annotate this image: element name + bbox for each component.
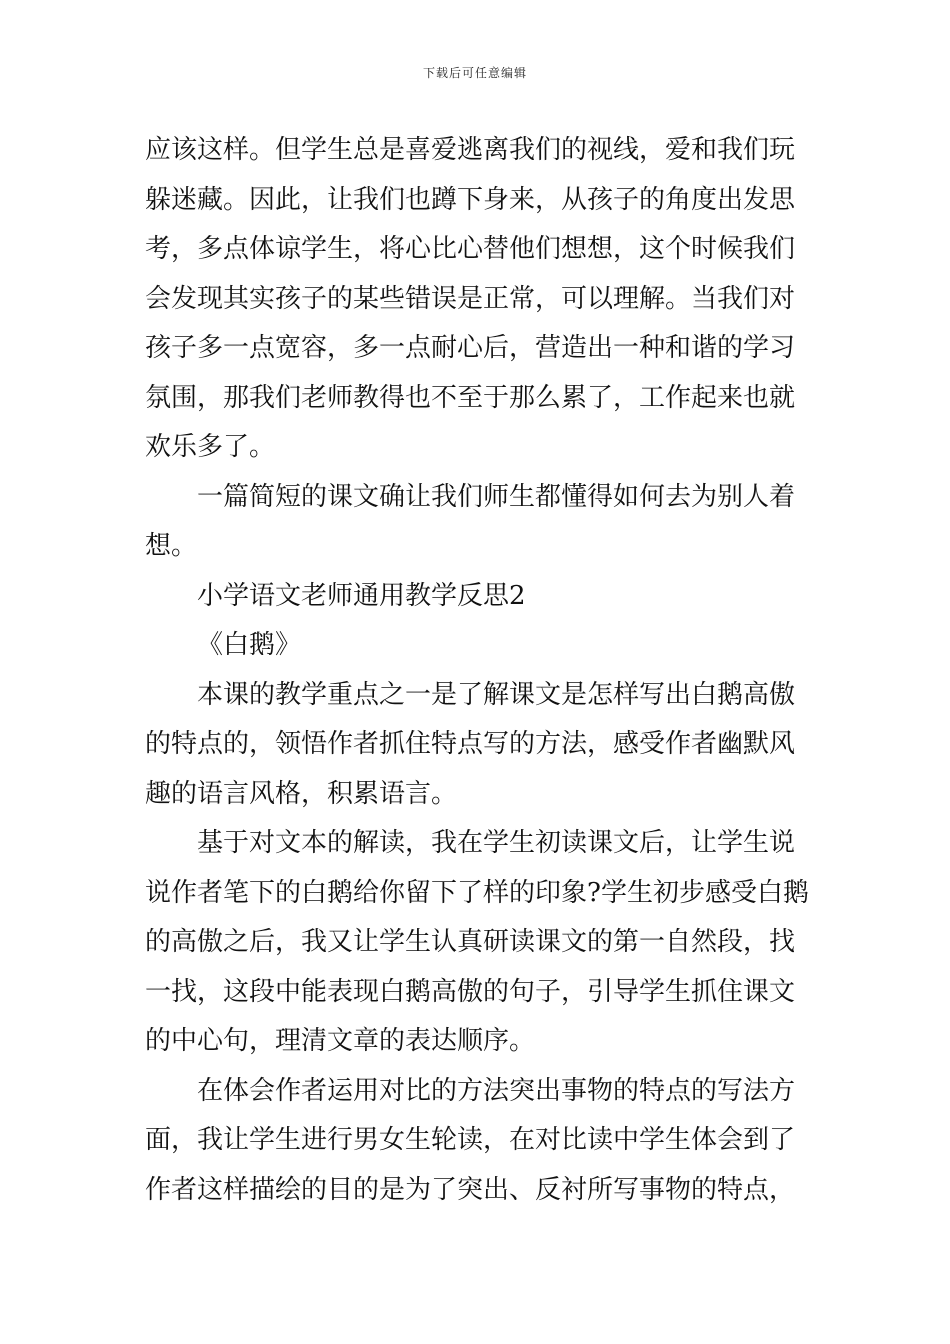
paragraph-first-line: 一篇简短的课文确让我们师生都懂得如何去为别人着: [197, 481, 796, 512]
text-line: 的特点的，领悟作者抓住特点写的方法，感受作者幽默风: [145, 729, 796, 759]
text-line: 趣的语言风格，积累语言。: [145, 778, 458, 809]
lesson-title: 《白鹅》: [197, 630, 302, 660]
paragraph-first-line: 本课的教学重点之一是了解课文是怎样写出白鹅高傲: [197, 679, 796, 710]
text-line: 的中心句，理清文章的表达顺序。: [145, 1026, 536, 1056]
text-line: 说作者笔下的白鹅给你留下了样的印象?学生初步感受白鹅: [145, 877, 809, 908]
text-line: 考，多点体谅学生，将心比心替他们想想，这个时候我们: [145, 234, 796, 264]
text-line: 氛围，那我们老师教得也不至于那么累了，工作起来也就: [145, 382, 796, 413]
text-line: 想。: [145, 531, 198, 561]
text-line: 躲迷藏。因此，让我们也蹲下身来，从孩子的角度出发思: [145, 184, 796, 215]
text-line: 一找，这段中能表现白鹅高傲的句子，引导学生抓住课文: [145, 976, 796, 1007]
text-line: 欢乐多了。: [145, 432, 276, 462]
text-line: 作者这样描绘的目的是为了突出、反衬所写事物的特点，: [145, 1174, 796, 1205]
section-heading: 小学语文老师通用教学反思2: [197, 580, 526, 611]
document-body: [145, 126, 809, 1215]
text-line: 面，我让学生进行男女生轮读，在对比读中学生体会到了: [145, 1125, 796, 1155]
page-header: 下载后可任意编辑: [422, 66, 527, 80]
paragraph-first-line: 在体会作者运用对比的方法突出事物的特点的写法方: [197, 1075, 796, 1106]
paragraph-first-line: 基于对文本的解读，我在学生初读课文后，让学生说: [197, 828, 796, 858]
text-line: 的高傲之后，我又让学生认真研读课文的第一自然段，找: [145, 927, 796, 957]
text-line: 会发现其实孩子的某些错误是正常，可以理解。当我们对: [145, 283, 796, 314]
text-line: 孩子多一点宽容，多一点耐心后，营造出一种和谐的学习: [145, 333, 796, 363]
text-line: 应该这样。但学生总是喜爱逃离我们的视线，爱和我们玩: [145, 135, 796, 165]
